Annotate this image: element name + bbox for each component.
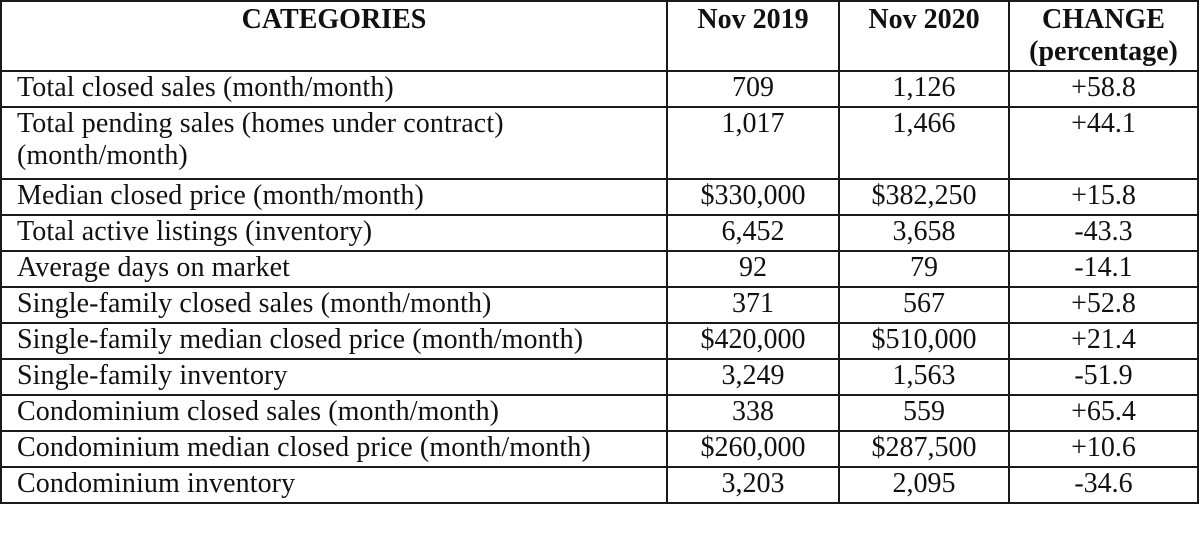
row-change: -43.3	[1009, 215, 1198, 251]
row-nov-2020: 79	[839, 251, 1009, 287]
table-row	[1, 71, 1198, 107]
row-category: Median closed price (month/month)	[1, 179, 667, 215]
row-category: Average days on market	[1, 251, 667, 287]
row-nov-2019: 1,017	[667, 107, 839, 179]
header-row	[1, 1, 1198, 71]
table-row	[1, 467, 1198, 503]
header-change	[1009, 1, 1198, 71]
row-category: Total pending sales (homes under contract) (month/month)	[1, 107, 667, 179]
row-category: Condominium median closed price (month/month)	[1, 431, 667, 467]
row-nov-2019: 3,249	[667, 359, 839, 395]
row-nov-2019: $330,000	[667, 179, 839, 215]
row-nov-2019: 371	[667, 287, 839, 323]
row-nov-2019: 3,203	[667, 467, 839, 503]
row-change: +52.8	[1009, 287, 1198, 323]
header-change-line2: (percentage)	[1029, 36, 1178, 67]
row-nov-2020: 1,563	[839, 359, 1009, 395]
row-nov-2020: 559	[839, 395, 1009, 431]
row-change: -51.9	[1009, 359, 1198, 395]
row-change: +44.1	[1009, 107, 1198, 179]
row-nov-2019: 92	[667, 251, 839, 287]
row-nov-2019: $420,000	[667, 323, 839, 359]
row-category: Single-family closed sales (month/month)	[1, 287, 667, 323]
row-nov-2020: $382,250	[839, 179, 1009, 215]
row-nov-2020: 3,658	[839, 215, 1009, 251]
row-category: Total active listings (inventory)	[1, 215, 667, 251]
table-row	[1, 215, 1198, 251]
table-header	[1, 1, 1198, 71]
table-row	[1, 107, 1198, 179]
row-change: +58.8	[1009, 71, 1198, 107]
header-nov-2019: Nov 2019	[667, 1, 839, 71]
row-nov-2020: $287,500	[839, 431, 1009, 467]
row-change: +21.4	[1009, 323, 1198, 359]
table-row	[1, 287, 1198, 323]
table-body	[1, 71, 1198, 503]
row-change: +65.4	[1009, 395, 1198, 431]
row-category: Total closed sales (month/month)	[1, 71, 667, 107]
row-change: +10.6	[1009, 431, 1198, 467]
row-nov-2019: 709	[667, 71, 839, 107]
row-category: Single-family inventory	[1, 359, 667, 395]
row-change: -34.6	[1009, 467, 1198, 503]
header-change-line1: CHANGE	[1042, 4, 1165, 35]
header-categories: CATEGORIES	[1, 1, 667, 71]
header-nov-2020: Nov 2020	[839, 1, 1009, 71]
row-nov-2020: 1,466	[839, 107, 1009, 179]
row-nov-2020: $510,000	[839, 323, 1009, 359]
row-nov-2019: 338	[667, 395, 839, 431]
row-nov-2019: $260,000	[667, 431, 839, 467]
row-nov-2019: 6,452	[667, 215, 839, 251]
row-change: -14.1	[1009, 251, 1198, 287]
row-category: Condominium inventory	[1, 467, 667, 503]
row-nov-2020: 2,095	[839, 467, 1009, 503]
row-nov-2020: 567	[839, 287, 1009, 323]
table-row	[1, 359, 1198, 395]
table-row	[1, 431, 1198, 467]
row-category: Condominium closed sales (month/month)	[1, 395, 667, 431]
table-row	[1, 251, 1198, 287]
table-row	[1, 179, 1198, 215]
row-category: Single-family median closed price (month/month)	[1, 323, 667, 359]
table-row	[1, 395, 1198, 431]
table-row	[1, 323, 1198, 359]
row-nov-2020: 1,126	[839, 71, 1009, 107]
row-change: +15.8	[1009, 179, 1198, 215]
